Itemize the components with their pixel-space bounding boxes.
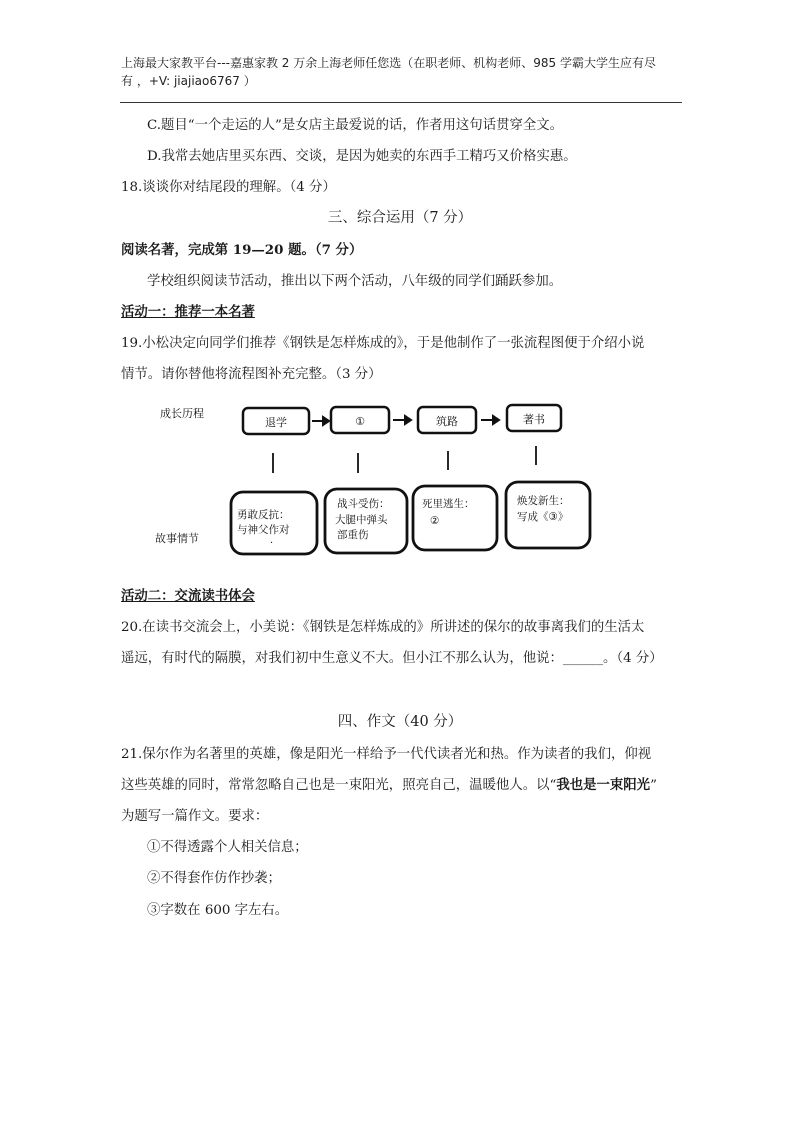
bottom-box-1-line-1: 勇敢反抗： (237, 509, 290, 521)
section3-title: 三、综合运用（7 分） (327, 210, 473, 226)
bottom-box-2-line-2: 大腿中弹头 (335, 514, 388, 526)
requirement-2: ②不得套作仿作抄袭； (147, 871, 281, 886)
q18-question: 18.谈谈你对结尾段的理解。（4 分） (121, 180, 336, 195)
bottom-box-1 (231, 492, 317, 554)
arrow-2-head (405, 416, 411, 424)
q21-line-3: 为题写一篇作文。要求： (121, 809, 269, 824)
essay-title: 我也是一束阳光 (556, 777, 651, 793)
section3-intro: 学校组织阅读节活动，推出以下两个活动，八年级的同学们踊跃参加。 (147, 274, 563, 289)
q21-line-2-end: ” (650, 778, 657, 793)
arrow-1-head (323, 417, 329, 425)
bottom-box-4-line-2: 写成《③》 (517, 511, 569, 523)
header-line-1: 上海最大家教平台---嘉惠家教 2 万余上海老师任您选（在职老师、机构老师、985 学霸大学生应有尽 (121, 56, 656, 70)
page-header (121, 54, 686, 90)
top-box-3-text: 筑路 (436, 415, 458, 428)
activity2-heading: 活动二：交流读书体会 (121, 588, 255, 604)
bottom-box-3-line-2: ② (430, 515, 440, 527)
bottom-box-1-line-2: 与神父作对 (237, 524, 290, 536)
bottom-box-2-line-1: 战斗受伤： (337, 498, 390, 510)
bottom-box-3 (413, 486, 497, 550)
q21-line-2-text: 这些英雄的同时，常常忽略自己也是一束阳光，照亮自己，温暖他人。以“ (121, 778, 557, 793)
section4-title: 四、作文（40 分） (337, 714, 463, 730)
bottom-box-3-line-1: 死里逃生： (422, 498, 475, 510)
requirement-3: ③字数在 600 字左右。 (147, 903, 289, 918)
activity1-heading: 活动一：推荐一本名著 (121, 304, 255, 320)
q19-line-1: 19.小松决定向同学们推荐《钢铁是怎样炼成的》，于是他制作了一张流程图便于介绍小说 (121, 336, 645, 351)
top-box-1-text: 退学 (265, 416, 287, 429)
row-label-bottom: 故事情节 (155, 532, 199, 545)
q20-line-1: 20.在读书交流会上，小美说：《钢铁是怎样炼成的》所讲述的保尔的故事离我们的生活太 (121, 620, 645, 635)
bottom-box-4-line-1: 焕发新生： (517, 495, 570, 507)
q20-line-2: 遥远，有时代的隔膜，对我们初中生意义不大。但小江不那么认为，他说：______。（4 分） (121, 651, 663, 666)
header-line-2: 有 ，+V: jiajiao6767 ） (121, 74, 256, 88)
bottom-box-2-line-3: 部重伤 (337, 529, 369, 541)
q17-option-d: D.我常去她店里买东西、交谈，是因为她卖的东西手工精巧又价格实惠。 (147, 149, 577, 164)
flowchart-svg (145, 390, 600, 565)
plot-flowchart (145, 390, 600, 565)
top-box-2-text: ① (355, 415, 365, 428)
q19-line-2: 情节。请你替他将流程图补充完整。（3 分） (121, 367, 382, 382)
section3-subtitle: 阅读名著，完成第 19—20 题。（7 分） (121, 242, 363, 258)
requirement-1: ①不得透露个人相关信息； (147, 840, 308, 855)
q17-option-c: C.题目“一个走运的人”是女店主最爱说的话，作者用这句话贯穿全文。 (147, 118, 564, 133)
bottom-box-1-line-3: · (270, 538, 274, 549)
arrow-3-head (493, 416, 499, 424)
q21-line-2 (121, 774, 657, 793)
header-divider (120, 102, 682, 103)
top-box-4-text: 著书 (523, 413, 545, 426)
row-label-top: 成长历程 (160, 407, 204, 420)
q21-line-1: 21.保尔作为名著里的英雄，像是阳光一样给予一代代读者光和热。作为读者的我们，仰视 (121, 747, 652, 762)
